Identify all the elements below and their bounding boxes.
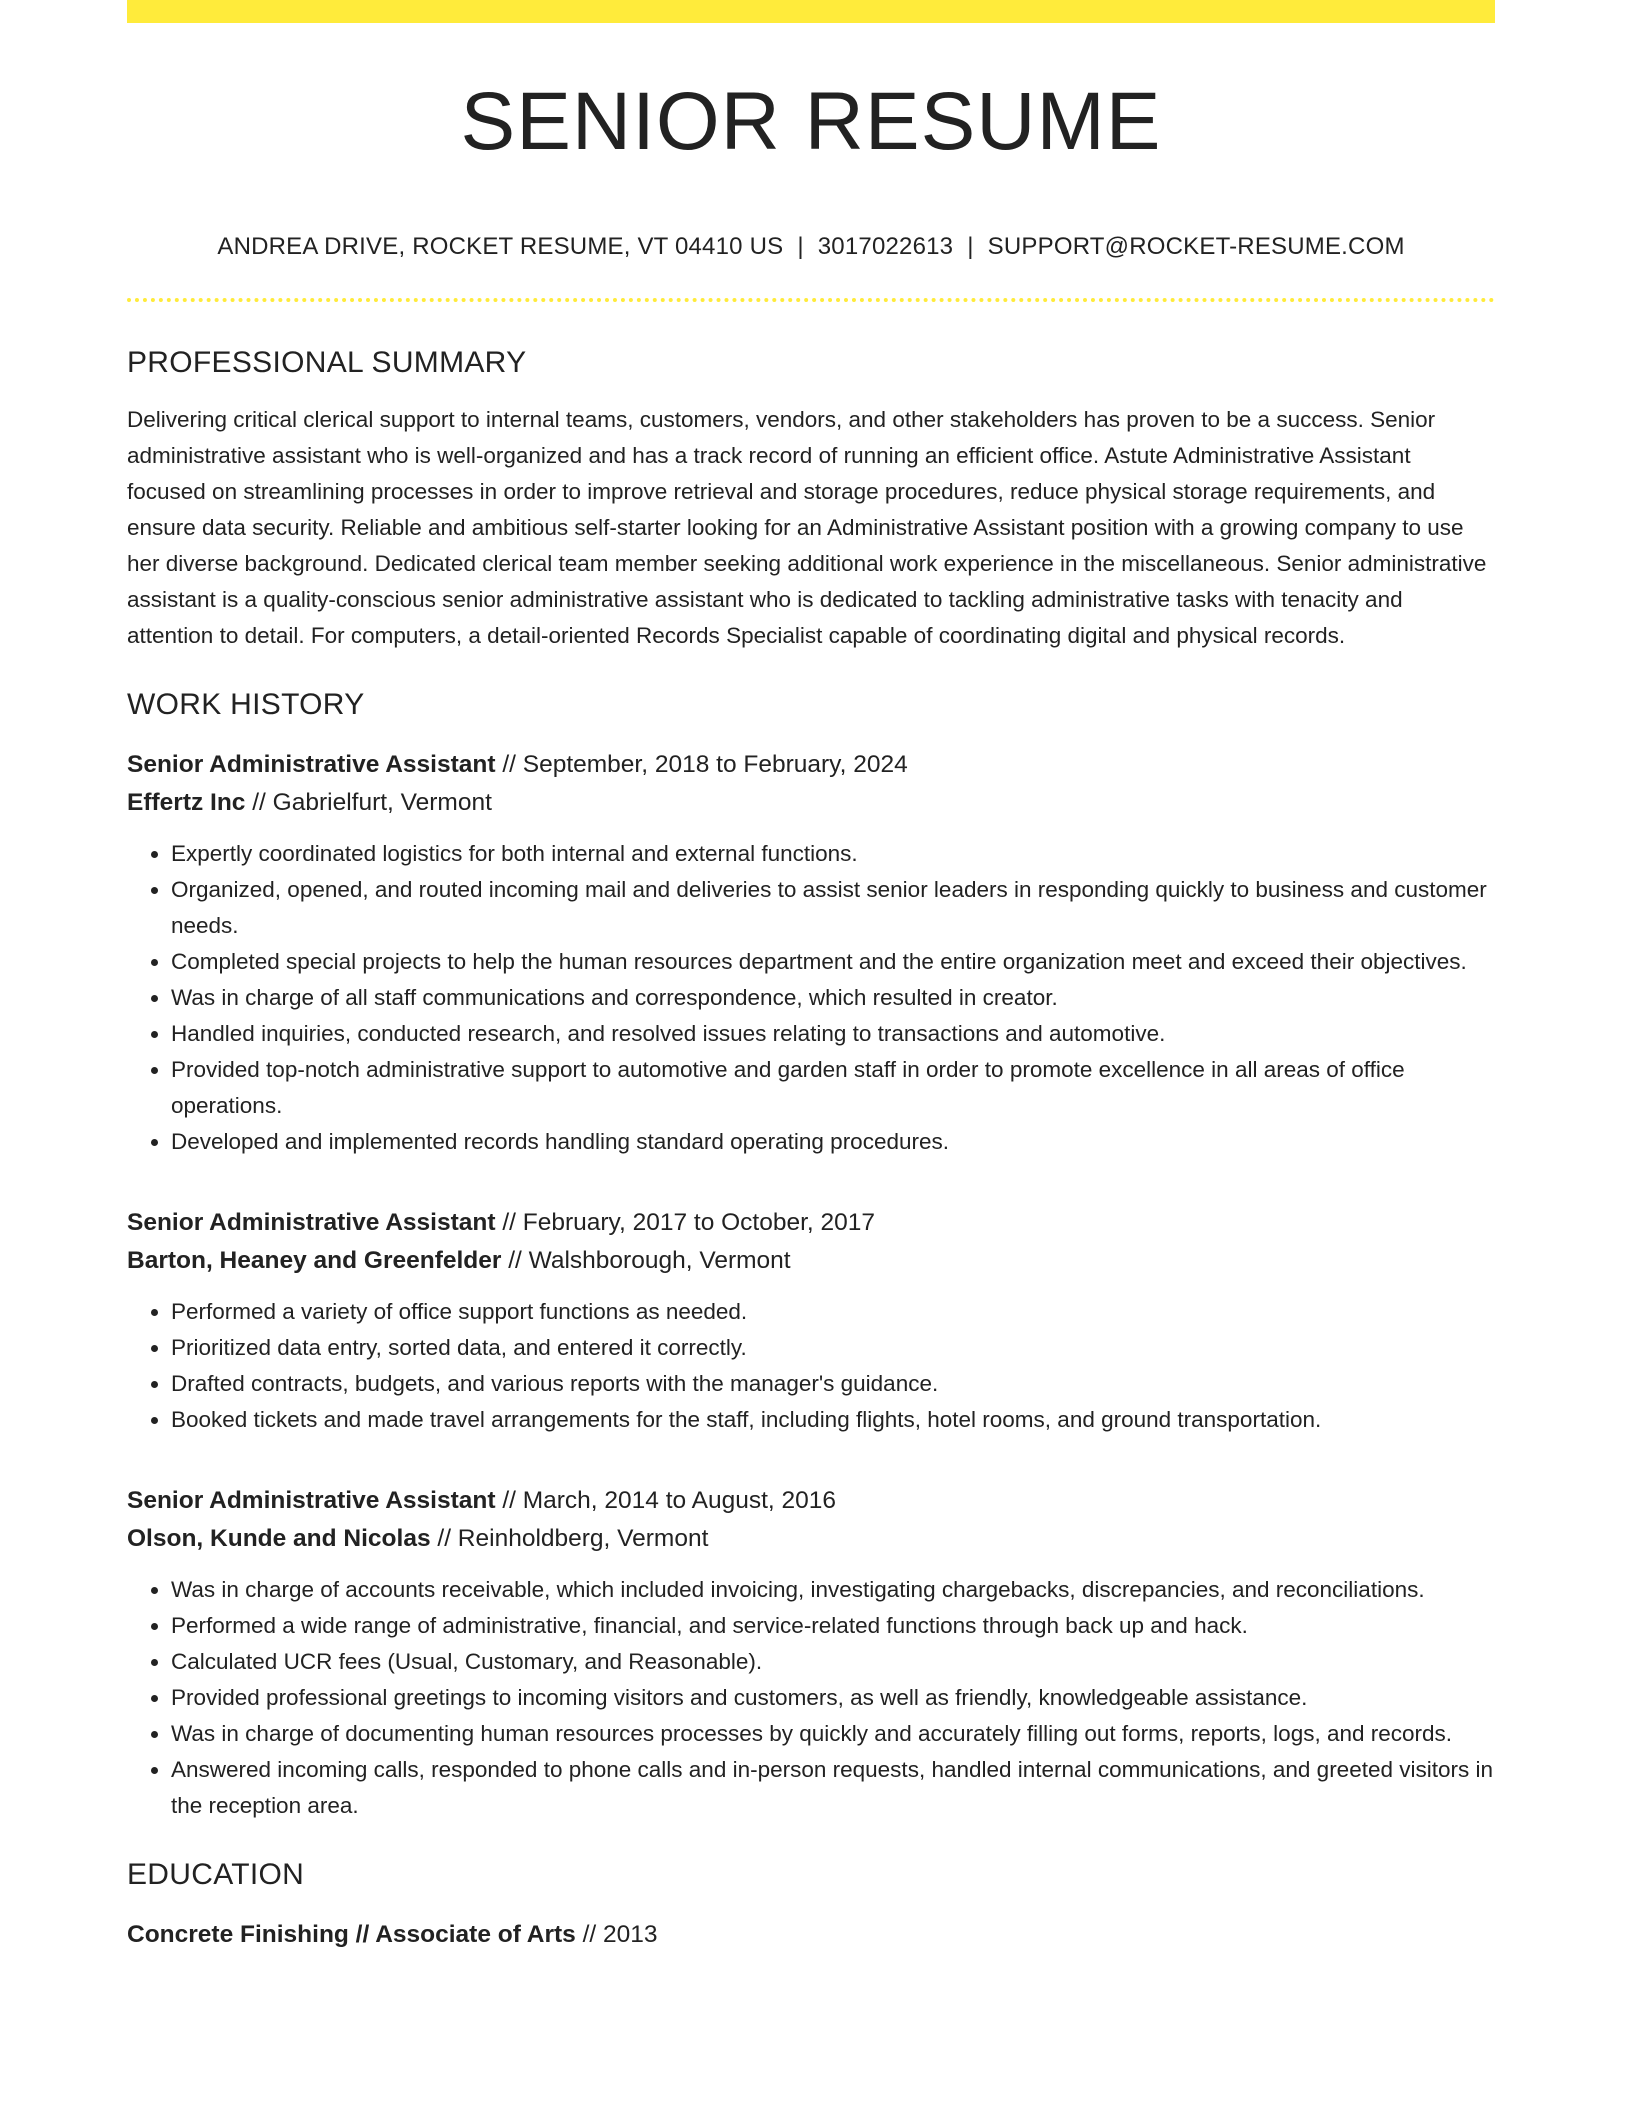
bullet-item: • Provided top-notch administrative support to automotive and garden staff in order to promote excellence in all areas of office operations. [171, 1052, 1495, 1124]
contact-separator: | [967, 233, 974, 260]
dotted-divider [127, 298, 1495, 302]
education-degree: Concrete Finishing // Associate of Arts [127, 1920, 576, 1948]
job-title-line [127, 1204, 1495, 1242]
bullet-item: • Developed and implemented records handling standard operating procedures. [171, 1124, 1495, 1160]
job-company-line [127, 784, 1495, 822]
contact-line [127, 233, 1495, 262]
bullet-item: • Was in charge of all staff communications and correspondence, which resulted in creator. [171, 980, 1495, 1016]
bullet-item: • Handled inquiries, conducted research, and resolved issues relating to transactions and automotive. [171, 1016, 1495, 1052]
bullet-item: • Prioritized data entry, sorted data, and entered it correctly. [171, 1330, 1495, 1366]
contact-email: SUPPORT@ROCKET-RESUME.COM [987, 233, 1405, 260]
bullet-item: • Booked tickets and made travel arrangements for the staff, including flights, hotel rooms, and ground transportation. [171, 1402, 1495, 1438]
contact-phone: 3017022613 [817, 233, 954, 260]
bullet-item: • Drafted contracts, budgets, and various reports with the manager's guidance. [171, 1366, 1495, 1402]
job-bullets [127, 836, 1495, 1160]
job-company-line [127, 1242, 1495, 1280]
job-location: // Gabrielfurt, Vermont [245, 788, 492, 816]
section-title-work-history: WORK HISTORY [127, 687, 365, 721]
job-role: Senior Administrative Assistant [127, 750, 496, 778]
bullet-item: • Organized, opened, and routed incoming mail and deliveries to assist senior leaders in responding quickly to business and customer needs. [171, 872, 1495, 944]
bullet-item: • Expertly coordinated logistics for both internal and external functions. [171, 836, 1495, 872]
job-dates: // February, 2017 to October, 2017 [495, 1208, 876, 1236]
bullet-item: • Was in charge of accounts receivable, which included invoicing, investigating chargebacks, discrepancies, and reconciliations. [171, 1572, 1495, 1608]
education-year: // 2013 [575, 1920, 658, 1948]
job-bullets [127, 1572, 1495, 1824]
education-entry [127, 1916, 1495, 1954]
job-dates: // September, 2018 to February, 2024 [495, 750, 908, 778]
job-company: Olson, Kunde and Nicolas [127, 1524, 431, 1552]
bullet-item: • Was in charge of documenting human resources processes by quickly and accurately filling out forms, reports, logs, and records. [171, 1716, 1495, 1752]
job-company: Barton, Heaney and Greenfelder [127, 1246, 502, 1274]
job-title-line [127, 1482, 1495, 1520]
accent-top-bar [127, 0, 1495, 23]
bullet-item: • Calculated UCR fees (Usual, Customary, and Reasonable). [171, 1644, 1495, 1680]
contact-separator: | [797, 233, 804, 260]
bullet-item: • Completed special projects to help the human resources department and the entire organization meet and exceed their objectives. [171, 944, 1495, 980]
bullet-item: • Performed a wide range of administrative, financial, and service-related functions through back up and hack. [171, 1608, 1495, 1644]
job-company: Effertz Inc [127, 788, 246, 816]
job-title-line [127, 746, 1495, 784]
job-entry [127, 746, 1495, 1160]
job-role: Senior Administrative Assistant [127, 1486, 496, 1514]
job-entry [127, 1204, 1495, 1438]
job-company-line [127, 1520, 1495, 1558]
section-title-summary: PROFESSIONAL SUMMARY [127, 345, 527, 379]
bullet-item: • Answered incoming calls, responded to phone calls and in-person requests, handled internal communications, and greeted visitors in the reception area. [171, 1752, 1495, 1824]
resume-name: SENIOR RESUME [460, 76, 1162, 167]
job-dates: // March, 2014 to August, 2016 [495, 1486, 837, 1514]
bullet-item: • Performed a variety of office support functions as needed. [171, 1294, 1495, 1330]
job-entry [127, 1482, 1495, 1824]
job-bullets [127, 1294, 1495, 1438]
resume-page [127, 0, 1495, 1954]
job-location: // Walshborough, Vermont [501, 1246, 791, 1274]
job-location: // Reinholdberg, Vermont [430, 1524, 709, 1552]
job-role: Senior Administrative Assistant [127, 1208, 496, 1236]
summary-text: Delivering critical clerical support to internal teams, customers, vendors, and other stakeholders has proven to be a success. Senior administrative assistant who is well-organized and has a track record of running an efficient office. Astute Administrative Assistant focused on streamlining processes in order to improve retrieval and storage procedures, reduce physical storage requirements, and ensure data security. Reliable and ambitious self-starter looking for an Administrative Assistant position with a growing company to use her diverse background. Dedicated clerical team member seeking additional work experience in the miscellaneous. Senior administrative assistant is a quality-conscious senior administrative assistant who is dedicated to tackling administrative tasks with tenacity and attention to detail. For computers, a detail-oriented Records Specialist capable of coordinating digital and physical records. [127, 406, 1487, 648]
bullet-item: • Provided professional greetings to incoming visitors and customers, as well as friendly, knowledgeable assistance. [171, 1680, 1495, 1716]
section-title-education: EDUCATION [127, 1857, 305, 1891]
contact-address: ANDREA DRIVE, ROCKET RESUME, VT 04410 US [217, 233, 784, 260]
